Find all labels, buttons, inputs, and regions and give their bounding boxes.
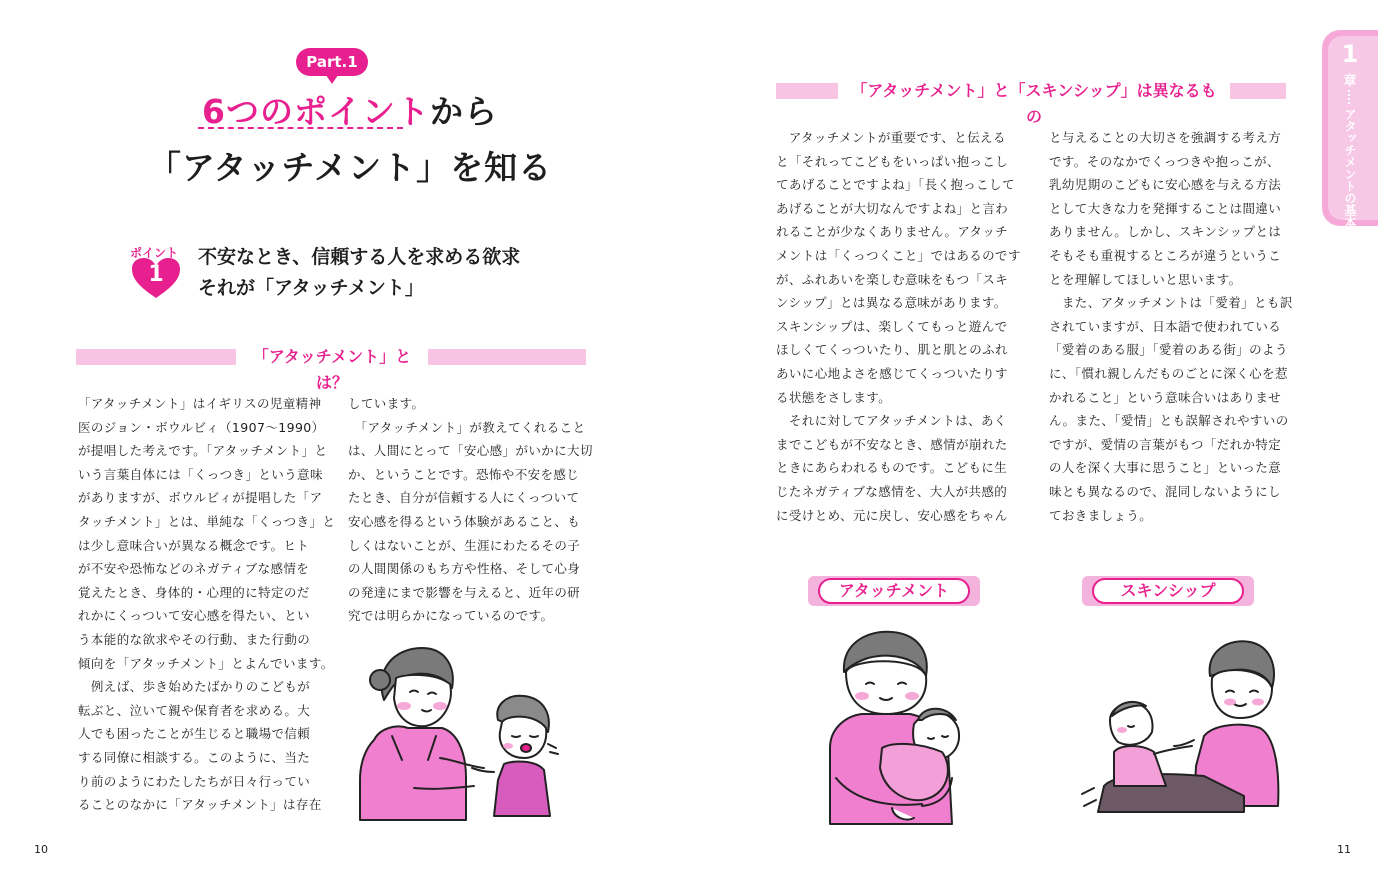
point-label: ポイント [129,246,178,260]
title-underline [198,127,403,129]
point-heading-line2: それが「アタッチメント」 [198,277,424,299]
point-heading-line1: 不安なとき、信頼する人を求める欲求 [198,246,521,268]
chapter-title: アタッチメントの基本 [1343,108,1357,228]
body-column-3: アタッチメントが重要です、と伝える と「それってこどもをいっぱい抱っこし てあげることですよね」「長く抱っこして あげることが大切なんですよね」と言わ れることが少なくありません。アタッチ メントは「くっつくこと」ではあるのです が、ふれあいを楽しむ意味をもつ「スキ ンシップ」とは異なる意味があります。 スキンシップは、楽しくてもっと遊んで ほしくてくっついたり、肌と肌とのふれ あいに心地よさを感じてくっついたりす る状態をさします。 それに対してアタッチメントは、あく までこどもが不安なとき、感情が崩れた ときにあらわれるものです。こどもに生 じたネガティブな感情を、大人が共感的 に受けとめ、元に戻し、安心感をちゃん [776,130,1021,523]
section-heading-right: 「アタッチメント」と「スキンシップ」は異なるもの [838,78,1230,130]
part-badge: Part.1 [296,48,368,76]
page-title-line1 [140,86,560,133]
adult-holding-baby-illustration [822,628,972,828]
chapter-divider [1348,90,1352,104]
adult-playing-baby-illustration [1074,636,1284,826]
body-column-1: 「アタッチメント」はイギリスの児童精神 医のジョン・ボウルビィ（1907〜1990） が提唱した考えです。「アタッチメント」と いう言葉自体には「くっつき」という意味 がありますが、ボウルビィが提唱した「ア タッチメント」とは、単純な「くっつき」と は少し意味合いが異なる概念です。ヒト が不安や恐怖などのネガティブな感情を 覚えたとき、身体的・心理的に特定のだ れかにくっついて安心感を得たい、とい う本能的な欲求やその行動、また行動の 傾向を「アタッチメント」とよんでいます。 例えば、歩き始めたばかりのこどもが 転ぶと、泣いて親や保育者を求める。大 人でも困ったことが生じると職場で信頼 する同僚に相談する。このように、当た り前のようにわたしたちが日々行ってい ることのなかに「アタッチメント」は存在 [78,396,336,813]
body-column-4: と与えることの大切さを強調する考え方 です。そのなかでくっつきや抱っこが、 乳幼児期のこどもに安心感を与える方法 として大きな力を発揮することは間違い ありません。しかし、スキンシップとは そもそも重視するところが違うというこ とを理解してほしいと思います。 また、アタッチメントは「愛着」とも訳 されていますが、日本語で使われている 「愛着のある服」「愛着のある街」のよう に、「慣れ親しんだものごとに深く心を惹 かれること」という意味合いはありませ ん。また、「愛情」とも誤解されやすいの ですが、愛情の言葉がもつ「だれか特定 の人を深く大事に思うこと」といった意 味とも異なるので、混同しないようにし ておきましょう。 [1049,130,1293,523]
chapter-label: 章 [1343,74,1357,89]
page-title-line2: 「アタッチメント」を知る [147,148,553,187]
tag-attachment: アタッチメント [818,578,970,604]
title-suffix: から [429,92,498,131]
chapter-number: 1 [1341,40,1359,68]
page-number-left: 10 [34,843,48,856]
point-number: 1 [148,262,164,287]
body-column-2: しています。 「アタッチメント」が教えてくれること は、人間にとって「安心感」がいかに大切 か、ということです。恐怖や不安を感じ たとき、自分が信頼する人にくっついて 安心感を得るという体験があること、も しくはないことが、生涯にわたるその子 の人間関係のもち方や性格、そして心身 の発達にまで影響を与えると、近年の研 究では明らかになっているのです。 [348,396,593,624]
section-heading: 「アタッチメント」とは？ [236,344,428,396]
tag-skinship: スキンシップ [1092,578,1244,604]
caregiver-toddler-illustration [344,640,574,825]
page-number-right: 11 [1337,843,1351,856]
title-highlight: 6つのポイント [202,92,430,131]
